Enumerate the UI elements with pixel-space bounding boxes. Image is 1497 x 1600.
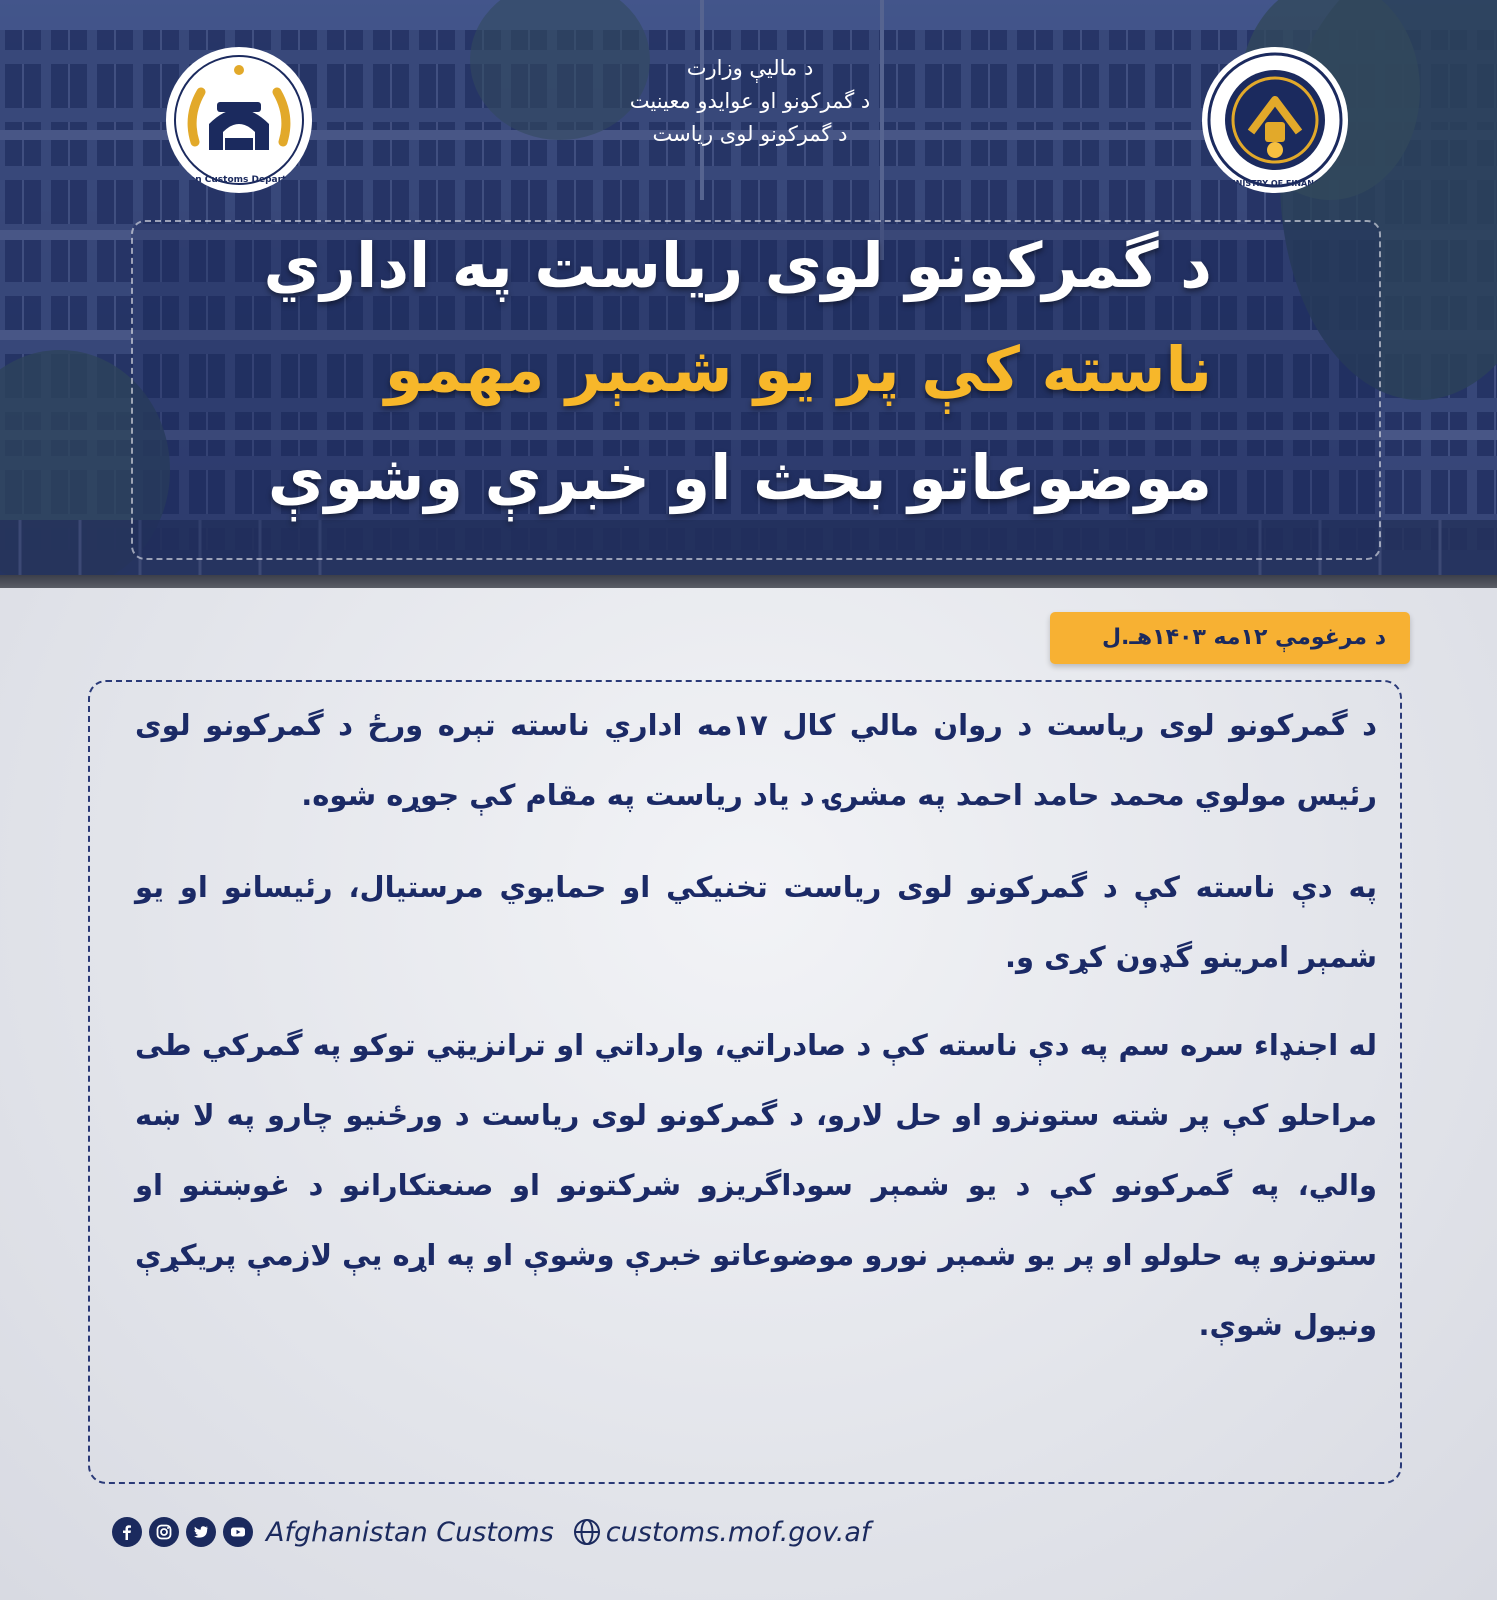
globe-icon [572, 1517, 602, 1547]
website-link[interactable]: customs.mof.gov.af [605, 1516, 871, 1548]
brand-name: Afghanistan Customs [266, 1516, 554, 1548]
youtube-icon[interactable] [223, 1517, 253, 1547]
afghan-customs-department-logo-icon [165, 46, 313, 194]
deputy-ministry-line: د گمرکونو او عوایدو معینیت [629, 89, 871, 113]
hero-bottom-edge [0, 575, 1497, 588]
svg-text:MINISTRY OF FINANCE: MINISTRY OF FINANCE [1224, 179, 1326, 188]
headline-line-2: ناسته کې پر یو شمېر مهمو [384, 333, 1212, 406]
svg-text:Afghan Customs Department: Afghan Customs Department [165, 175, 313, 185]
date-text: د مرغومې ۱۲مه ۱۴۰۳هـ.ل [1101, 625, 1386, 650]
article-paragraph-1: د گمرکونو لوی ریاست د روان مالي کال ۱۷مه اداري ناسته تېره ورځ د گمرکونو لوی رئیس مولوي محمد حامد احمد په مشرۍ د یاد ریاست په مقام کې جوړه شوه. [135, 708, 1377, 812]
instagram-icon[interactable] [149, 1517, 179, 1547]
footer [112, 1512, 870, 1552]
ministry-of-finance-logo-icon [1201, 46, 1349, 194]
headline-line-3: موضوعاتو بحث او خبرې وشوې [267, 441, 1212, 514]
article-paragraph-3: له اجنډاء سره سم په دې ناسته کې د صادراتي، وارداتي او ترانزیټي توکو په گمرکي طی مراحلو کې پر شته ستونزو او حل لارو، د گمرکونو لوی ریاست د ورځنیو چارو په لا ښه والي، په گمرکونو کې د یو شمېر سوداگریزو شرکتونو او صنعتکارانو د غوښتنو او ستونزو په حلولو او پر یو شمېر نورو موضوعاتو خبرې وشوې او په اړه یې لازمې پریکړې ونیول شوې. [135, 1028, 1377, 1342]
directorate-line: د گمرکونو لوی ریاست [652, 122, 848, 146]
headline-line-1: د گمرکونو لوی ریاست په اداري [263, 229, 1212, 302]
ministry-line: د مالیې وزارت [686, 56, 814, 80]
date-badge [1050, 612, 1410, 664]
facebook-icon[interactable] [112, 1517, 142, 1547]
twitter-icon[interactable] [186, 1517, 216, 1547]
article-paragraph-2: په دې ناسته کې د گمرکونو لوی ریاست تخنیکي او حمایوي مرستیال، رئیسانو او یو شمېر امرینو گډون کړی و. [135, 870, 1377, 974]
ministry-header-lines [600, 52, 900, 151]
